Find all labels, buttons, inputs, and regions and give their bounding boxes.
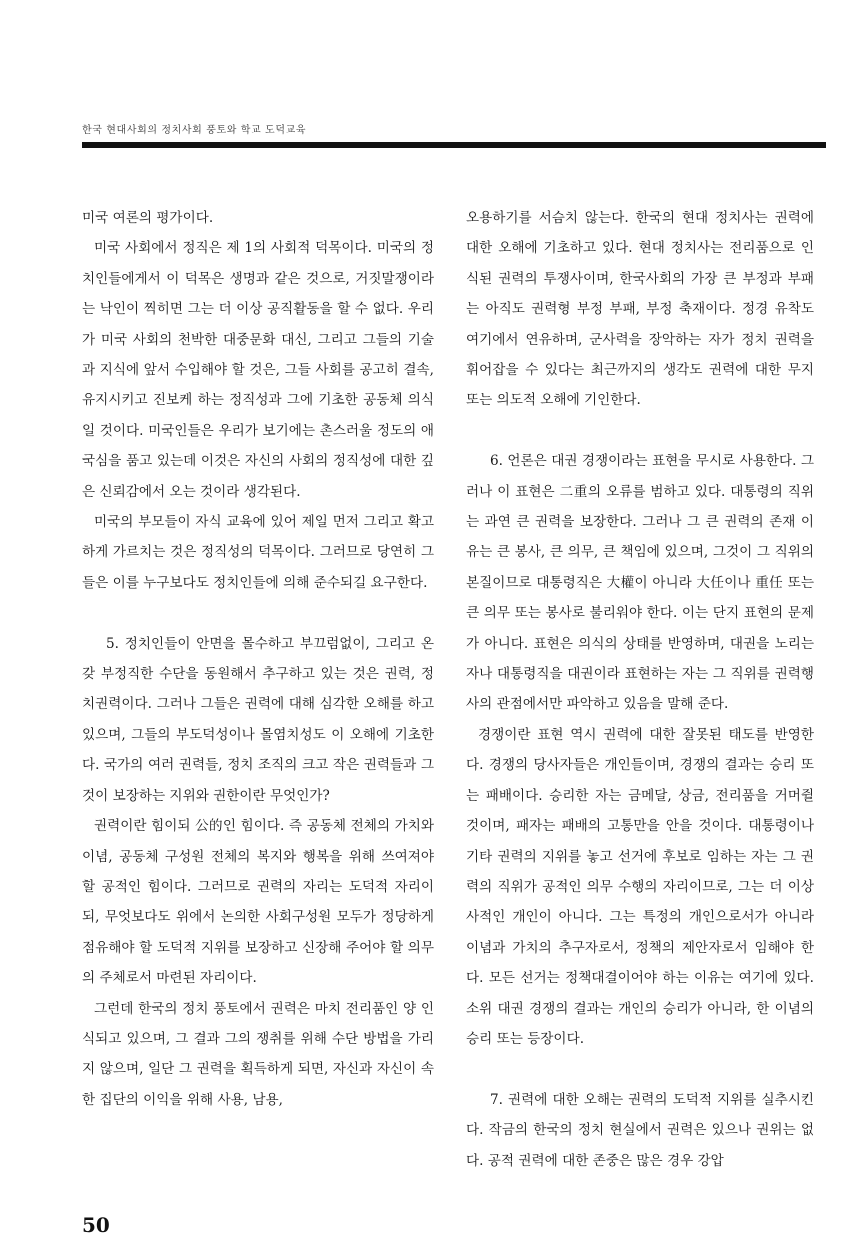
section-gap	[466, 416, 814, 446]
paragraph: 권력이란 힘이되 公的인 힘이다. 즉 공동체 전체의 가치와 이념, 공동체 구성원 전체의 복지와 행복을 위해 쓰여져야 할 공적인 힘이다. 그러므로 권력의 자리는 도덕적 자리이되, 무엇보다도 위에서 논의한 사회구성원 모두가 정당하게 점유해야 할 도덕적 지위를 보장하고 신장해 주어야 할 의무의 주체로서 마련된 자리이다.	[82, 818, 434, 987]
section-7-paragraph: 7. 권력에 대한 오해는 권력의 도덕적 지위를 실추시킨다. 작금의 한국의 정치 현실에서 권력은 있으나 권위는 없다. 공적 권력에 대한 존중은 많은 경우 강압	[466, 1091, 814, 1169]
paragraph: 미국 사회에서 정직은 제 1의 사회적 덕목이다. 미국의 정치인들에게서 이 덕목은 생명과 같은 것으로, 거짓말쟁이라는 낙인이 찍히면 그는 더 이상 공직활동을 할 수 없다. 우리가 미국 사회의 천박한 대중문화 대신, 그리고 그들의 기술과 지식에 앞서 수입해야 할 것은, 그들 사회를 공고히 결속, 유지시키고 진보케 하는 정직성과 그에 기초한 공동체 의식일 것이다. 미국인들은 우리가 보기에는 촌스러울 정도의 애국심을 품고 있는데 이것은 자신의 사회의 정직성에 대한 깊은 신뢰감에서 오는 것이라 생각된다.	[82, 240, 434, 500]
paragraph: 미국의 부모들이 자식 교육에 있어 제일 먼저 그리고 확고하게 가르치는 것은 정직성의 덕목이다. 그러므로 당연히 그들은 이를 누구보다도 정치인들에 의해 준수되길 요구한다.	[82, 514, 434, 591]
running-header: 한국 현대사회의 정치사회 풍토와 학교 도덕교육	[82, 125, 307, 136]
left-column	[82, 203, 434, 1115]
right-column	[466, 203, 814, 1176]
paragraph: 미국 여론의 평가이다.	[82, 210, 214, 226]
header-rule	[82, 142, 826, 148]
section-6-paragraph: 6. 언론은 대권 경쟁이라는 표현을 무시로 사용한다. 그러나 이 표현은 二重의 오류를 범하고 있다. 대통령의 직위는 과연 큰 권력을 보장한다. 그러나 그 큰 권력의 존재 이유는 큰 봉사, 큰 의무, 큰 책임에 있으며, 그것이 그 직위의 본질이므로 대통령직은 大權이 아니라 大任이나 重任 또는 큰 의무 또는 봉사로 불리워야 한다. 이는 단지 표현의 문제가 아니다. 표현은 의식의 상태를 반영하며, 대권을 노리는 자나 대통령직을 대권이라 표현하는 자는 그 직위를 권력행사의 관점에서만 파악하고 있음을 말해 준다.	[466, 453, 814, 713]
section-gap	[82, 598, 434, 628]
section-gap	[466, 1054, 814, 1084]
paragraph: 오용하기를 서슴치 않는다. 한국의 현대 정치사는 권력에 대한 오해에 기초하고 있다. 현대 정치사는 전리품으로 인식된 권력의 투쟁사이며, 한국사회의 가장 큰 부정과 부패는 아직도 권력형 부정 부패, 부정 축재이다. 정경 유착도 여기에서 연유하며, 군사력을 장악하는 자가 정치 권력을 휘어잡을 수 있다는 최근까지의 생각도 권력에 대한 무지 또는 의도적 오해에 기인한다.	[466, 210, 814, 409]
paragraph: 그런데 한국의 정치 풍토에서 권력은 마치 전리품인 양 인식되고 있으며, 그 결과 그의 쟁취를 위해 수단 방법을 가리지 않으며, 일단 그 권력을 획득하게 되면, 자신과 자신이 속한 집단의 이익을 위해 사용, 남용,	[82, 1000, 434, 1108]
paragraph: 경쟁이란 표현 역시 권력에 대한 잘못된 태도를 반영한다. 경쟁의 당사자들은 개인들이며, 경쟁의 결과는 승리 또는 패배이다. 승리한 자는 금메달, 상금, 전리품을 거머쥘 것이며, 패자는 패배의 고통만을 안을 것이다. 대통령이나 기타 권력의 지위를 놓고 선거에 후보로 임하는 자는 그 권력의 직위가 공적인 의무 수행의 자리이므로, 그는 더 이상 사적인 개인이 아니다. 그는 특정의 개인으로서가 아니라 이념과 가치의 추구자로서, 정책의 제안자로서 임해야 한다. 모든 선거는 정책대결이어야 하는 이유는 여기에 있다. 소위 대권 경쟁의 결과는 개인의 승리가 아니라, 한 이념의 승리 또는 등장이다.	[466, 726, 814, 1047]
page-number: 50	[82, 1213, 110, 1237]
section-5-paragraph: 5. 정치인들이 안면을 몰수하고 부끄럼없이, 그리고 온갖 부정직한 수단을 동원해서 추구하고 있는 것은 권력, 정치권력이다. 그러나 그들은 권력에 대해 심각한 오해를 하고 있으며, 그들의 부도덕성이나 몰염치성도 이 오해에 기초한다. 국가의 여러 권력들, 정치 조직의 크고 작은 권력들과 그것이 보장하는 지위와 권한이란 무엇인가?	[82, 635, 434, 804]
